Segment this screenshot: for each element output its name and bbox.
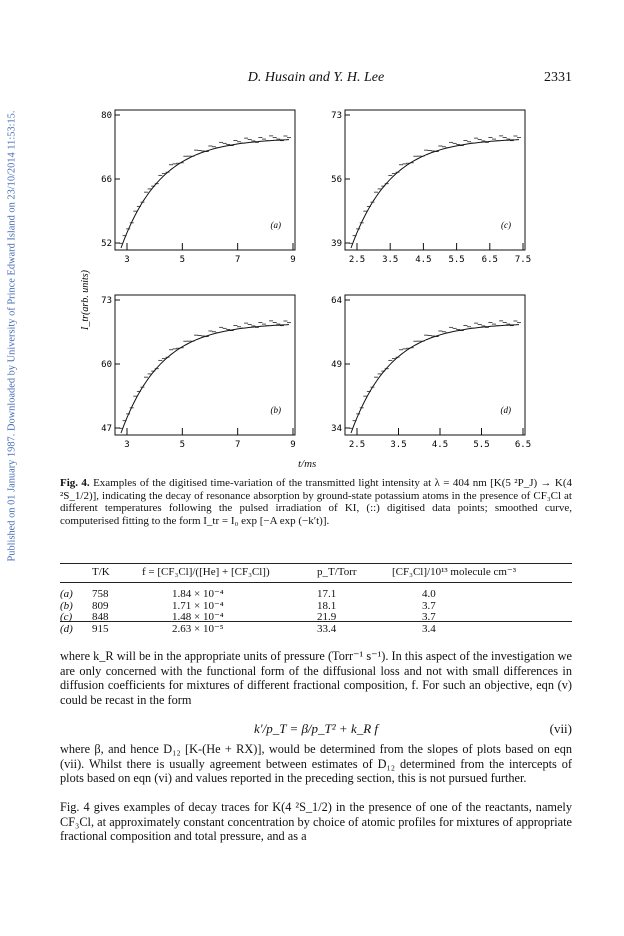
table-cell: 17.1 xyxy=(317,588,337,600)
x-tick-label: 6.5 xyxy=(481,255,498,265)
plot-frame xyxy=(115,110,295,250)
y-tick-label: 56 xyxy=(331,175,342,185)
plot-frame xyxy=(115,295,295,435)
caption-label: Fig. 4. xyxy=(60,477,90,489)
table-cell: 2.63 × 10⁻⁵ xyxy=(172,622,224,635)
x-tick-label: 3.5 xyxy=(390,440,407,450)
plot-frame xyxy=(345,295,525,435)
y-tick-label: 47 xyxy=(101,424,112,434)
y-tick-label: 66 xyxy=(101,175,112,185)
x-tick-label: 7 xyxy=(234,440,241,450)
table-cell: (b) xyxy=(60,599,73,612)
table-cell: 33.4 xyxy=(317,622,337,635)
x-tick-label: 5.5 xyxy=(473,440,490,450)
x-tick-label: 2.5 xyxy=(348,440,366,450)
figure-4-plots xyxy=(60,90,572,460)
table-header-cell xyxy=(60,563,92,583)
table-cell: 1.84 × 10⁻⁴ xyxy=(172,588,224,600)
x-tick-label: 3 xyxy=(124,440,130,450)
table-cell: 21.9 xyxy=(317,611,337,623)
x-tick-label: 9 xyxy=(290,255,296,265)
figure-caption xyxy=(60,477,572,527)
x-tick-label: 6.5 xyxy=(514,440,532,450)
x-axis-label: t/ms xyxy=(298,458,317,470)
table-header-row xyxy=(60,563,572,583)
page-header xyxy=(60,70,572,86)
table-cell: 3.4 xyxy=(422,622,436,635)
table-bottom-rule xyxy=(60,621,572,622)
y-tick-label: 60 xyxy=(101,360,112,370)
table-header-cell: p_T/Torr xyxy=(317,563,392,583)
table-cell: 18.1 xyxy=(317,599,337,612)
x-tick-label: 5.5 xyxy=(448,255,465,265)
x-tick-label: 3 xyxy=(124,255,130,265)
equation-body: k′/p_T = β/p_T² + k_R f xyxy=(253,721,379,736)
x-tick-label: 3.5 xyxy=(382,255,399,265)
plot-panel xyxy=(331,295,531,450)
table-header-cell: T/K xyxy=(92,563,142,583)
table-cell: 1.48 × 10⁻⁴ xyxy=(172,611,224,623)
download-watermark: Published on 01 January 1987. Downloaded by University of Prince Edward Island on 23/10/2014 11:53:15. xyxy=(6,110,18,562)
x-tick-label: 7.5 xyxy=(514,255,532,265)
table-cell: 1.71 × 10⁻⁴ xyxy=(172,599,224,612)
table-header-cell: f = [CF₃Cl]/([He] + [CF₃Cl]) xyxy=(142,563,317,583)
fitted-curve xyxy=(351,140,519,248)
table-cell: 3.7 xyxy=(422,599,436,612)
table-cell: (d) xyxy=(60,622,73,635)
equation-number: (vii) xyxy=(549,721,572,736)
y-tick-label: 34 xyxy=(331,424,342,434)
page-number: 2331 xyxy=(544,70,572,85)
y-axis-label: I_tr(arb. units) xyxy=(80,270,91,330)
y-tick-label: 73 xyxy=(331,111,342,121)
table-cell: 848 xyxy=(92,611,109,623)
table-cell: 758 xyxy=(92,588,109,600)
fitted-curve xyxy=(121,140,289,248)
table-cell: 915 xyxy=(92,622,109,635)
x-tick-label: 4.5 xyxy=(431,440,449,450)
table-cell: (c) xyxy=(60,611,73,623)
panel-tag: (b) xyxy=(270,405,281,415)
y-tick-label: 80 xyxy=(101,111,112,121)
table-row xyxy=(60,624,572,636)
x-tick-label: 9 xyxy=(290,440,296,450)
plot-panel xyxy=(101,110,296,265)
running-head-authors: D. Husain and Y. H. Lee xyxy=(247,70,385,85)
x-tick-label: 7 xyxy=(234,255,241,265)
plot-panel xyxy=(331,110,531,265)
table-cell: 3.7 xyxy=(422,611,436,623)
y-tick-label: 73 xyxy=(101,296,112,306)
x-tick-label: 5 xyxy=(179,440,186,450)
panel-tag: (c) xyxy=(501,220,511,230)
plot-frame xyxy=(345,110,525,250)
y-tick-label: 64 xyxy=(331,296,342,306)
table-row xyxy=(60,583,572,601)
table-cell: 809 xyxy=(92,599,109,612)
paragraph-2: where β, and hence D₁₂ [K-(He + RX)], would be determined from the slopes of plots based on eqn (vii). Whilst there is usually agreement between estimates of D₁₂ determined from the intercepts of plots based on eqn (vi) and values reported in the preceding section, this is not pursued further. xyxy=(60,742,572,786)
x-tick-label: 2.5 xyxy=(348,255,366,265)
caption-text: Examples of the digitised time-variation of the transmitted light intensity at λ = 404 nm [K(5 ²P_J) → K(4 ²S_1/2)], indicating the decay of resonance absorption by ground-state potassium atoms in the presence of CF₃Cl at different temperatures following the pulsed irradiation of KI, (::) digitised data points; smoothed curve, computerised fitting to the form I_tr = I₀ exp [−A exp (−k′t)]. xyxy=(60,477,573,527)
table-row xyxy=(60,601,572,613)
fitted-curve xyxy=(121,325,289,433)
x-tick-label: 5 xyxy=(179,255,186,265)
table-cell: (a) xyxy=(60,588,73,600)
y-tick-label: 39 xyxy=(331,239,342,249)
table-cell: 4.0 xyxy=(422,588,436,600)
fitted-curve xyxy=(351,325,519,433)
x-tick-label: 4.5 xyxy=(415,255,432,265)
plot-panel xyxy=(101,295,296,450)
paragraph-1: where k_R will be in the appropriate units of pressure (Torr⁻¹ s⁻¹). In this aspect of the investigation we are only concerned with the functional form of the diffusional loss and not with small differences in diffusion coefficients for mixtures of different fractional composition, f. For such an objective, eqn (v) could be recast in the form xyxy=(60,649,572,707)
panel-tag: (d) xyxy=(500,405,511,415)
y-tick-label: 49 xyxy=(331,360,342,370)
y-tick-label: 52 xyxy=(101,239,112,249)
conditions-table xyxy=(60,563,572,635)
panel-tag: (a) xyxy=(270,220,281,230)
equation-vii xyxy=(60,721,572,737)
table-header-cell: [CF₃Cl]/10¹³ molecule cm⁻³ xyxy=(392,563,572,583)
paragraph-3: Fig. 4 gives examples of decay traces for K(4 ²S_1/2) in the presence of one of the reactants, namely CF₃Cl, at approximately constant concentration by choice of atomic profiles for mixtures of appropriate fractional composition and total pressure, and as a xyxy=(60,800,572,844)
